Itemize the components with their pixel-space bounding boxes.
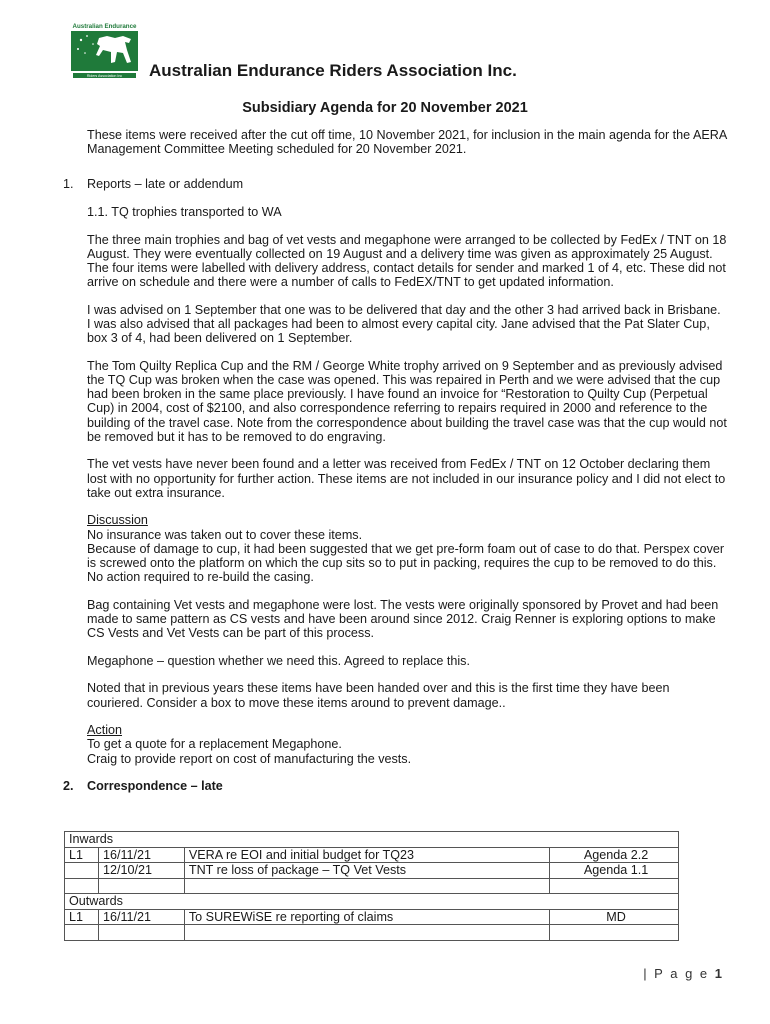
page-title: Subsidiary Agenda for 20 November 2021: [242, 100, 528, 116]
table-row: [65, 863, 679, 879]
cell-empty: [184, 925, 549, 941]
cell-ref: L1: [65, 847, 99, 863]
table-row: [65, 878, 679, 894]
cell-empty: [98, 878, 184, 894]
cell-agenda: Agenda 1.1: [550, 863, 679, 879]
paragraph-3: The Tom Quilty Replica Cup and the RM / George White trophy arrived on 9 September and as previously advised the TQ Cup was broken when the case was opened. This was repaired in Perth and we were advised that the cup had been broken in the same place previously. I have found an invoice for “Restoration to Quilty Cup (Perpetual Cup) in 2004, cost of $2100, and also correspondence referring to repairs required in 2000 and reference to the building of the travel case. Note from the correspondence about building the travel case was that the cup would not be removed but it has to be removed to do engraving.: [87, 358, 727, 444]
cell-empty: [550, 925, 679, 941]
cell-empty: [65, 878, 99, 894]
org-name: Australian Endurance Riders Association Inc.: [149, 61, 517, 80]
document-body: [63, 128, 727, 807]
cell-desc: TNT re loss of package – TQ Vet Vests: [184, 863, 549, 879]
section-1-heading: [63, 177, 727, 192]
discussion-line-1: No insurance was taken out to cover these items.: [87, 527, 363, 542]
action-line-1: To get a quote for a replacement Megaphone.: [87, 737, 342, 752]
cell-date: 16/11/21: [98, 909, 184, 925]
cell-desc: VERA re EOI and initial budget for TQ23: [184, 847, 549, 863]
table-row: [65, 909, 679, 925]
paragraph-5: Bag containing Vet vests and megaphone were lost. The vests were originally sponsored by Provet and had been made to same pattern as CS vests and have been around since 2012. Craig Renner is exploring options to make CS Vests and Vet Vests can be part of this process.: [87, 597, 719, 641]
table-row: [65, 894, 679, 910]
discussion-line-2: Because of damage to cup, it had been suggested that we get pre-form foam out of case to do that. Perspex cover is screwed onto the platform on which the cup sits so to put in packing, requires the cup to be removed to do this. No action required to re-build the casing.: [87, 541, 725, 585]
discussion-label: Discussion: [87, 513, 148, 528]
paragraph-6: Megaphone – question whether we need this. Agreed to replace this.: [87, 653, 470, 668]
section-2-number: 2.: [63, 779, 74, 794]
cell-empty: [98, 925, 184, 941]
action-line-2: Craig to provide report on cost of manufacturing the vests.: [87, 751, 412, 766]
section-2-title: Correspondence – late: [87, 779, 223, 794]
cell-desc: To SUREWiSE re reporting of claims: [184, 909, 549, 925]
action-label: Action: [87, 723, 123, 738]
table-row: [65, 925, 679, 941]
table-row: [65, 847, 679, 863]
section-2-heading: [63, 779, 727, 794]
discussion-block: [87, 513, 727, 584]
page-label: | P a g e: [643, 966, 710, 981]
outwards-label: Outwards: [65, 894, 679, 910]
intro-paragraph: These items were received after the cut off time, 10 November 2021, for inclusion in the main agenda for the AERA Management Committee Meeting scheduled for 20 November 2021.: [87, 128, 727, 157]
paragraph-1: The three main trophies and bag of vet vests and megaphone were arranged to be collected by FedEx / TNT on 18 August. They were eventually collected on 19 August and a delivery time was given as approximately 25 August. The four items were labelled with delivery address, contact details for sender and marked 1 of 4, etc. These did not arrive on schedule and there were a number of calls to FedEX/TNT to get updated information.: [87, 232, 727, 290]
logo-text-top: Australian Endurance: [72, 23, 137, 30]
action-block: [87, 723, 727, 766]
cell-agenda: MD: [550, 909, 679, 925]
logo-text-bottom: Riders Association Inc: [86, 74, 123, 78]
cell-empty: [184, 878, 549, 894]
inwards-label: Inwards: [65, 832, 679, 848]
section-1-number: 1.: [63, 177, 74, 192]
correspondence-table: [64, 831, 679, 941]
cell-empty: [550, 878, 679, 894]
page-footer: [643, 966, 722, 981]
paragraph-4: The vet vests have never been found and a letter was received from FedEx / TNT on 12 October declaring them lost with no opportunity for further action. These items are not included in our insurance policy and I did not elect to take out extra insurance.: [87, 457, 726, 500]
cell-ref: L1: [65, 909, 99, 925]
subsection-1-1: 1.1. TQ trophies transported to WA: [87, 205, 282, 219]
cell-date: 12/10/21: [98, 863, 184, 879]
paragraph-7: Noted that in previous years these items have been handed over and this is the first time they have been couriered. Consider a box to move these items around to prevent damage..: [87, 681, 670, 710]
table-row: [65, 832, 679, 848]
cell-agenda: Agenda 2.2: [550, 847, 679, 863]
cell-empty: [65, 925, 99, 941]
cell-date: 16/11/21: [98, 847, 184, 863]
page-number: 1: [714, 966, 722, 981]
aera-logo: [69, 22, 140, 79]
cell-ref: [65, 863, 99, 879]
paragraph-2: I was advised on 1 September that one was to be delivered that day and the other 3 had arrived back in Brisbane. I was also advised that all packages had been to almost every capital city. Jane advised that the Pat Slater Cup, box 3 of 4, had been delivered on 1 September.: [87, 302, 721, 346]
section-1-title: Reports – late or addendum: [87, 177, 244, 192]
